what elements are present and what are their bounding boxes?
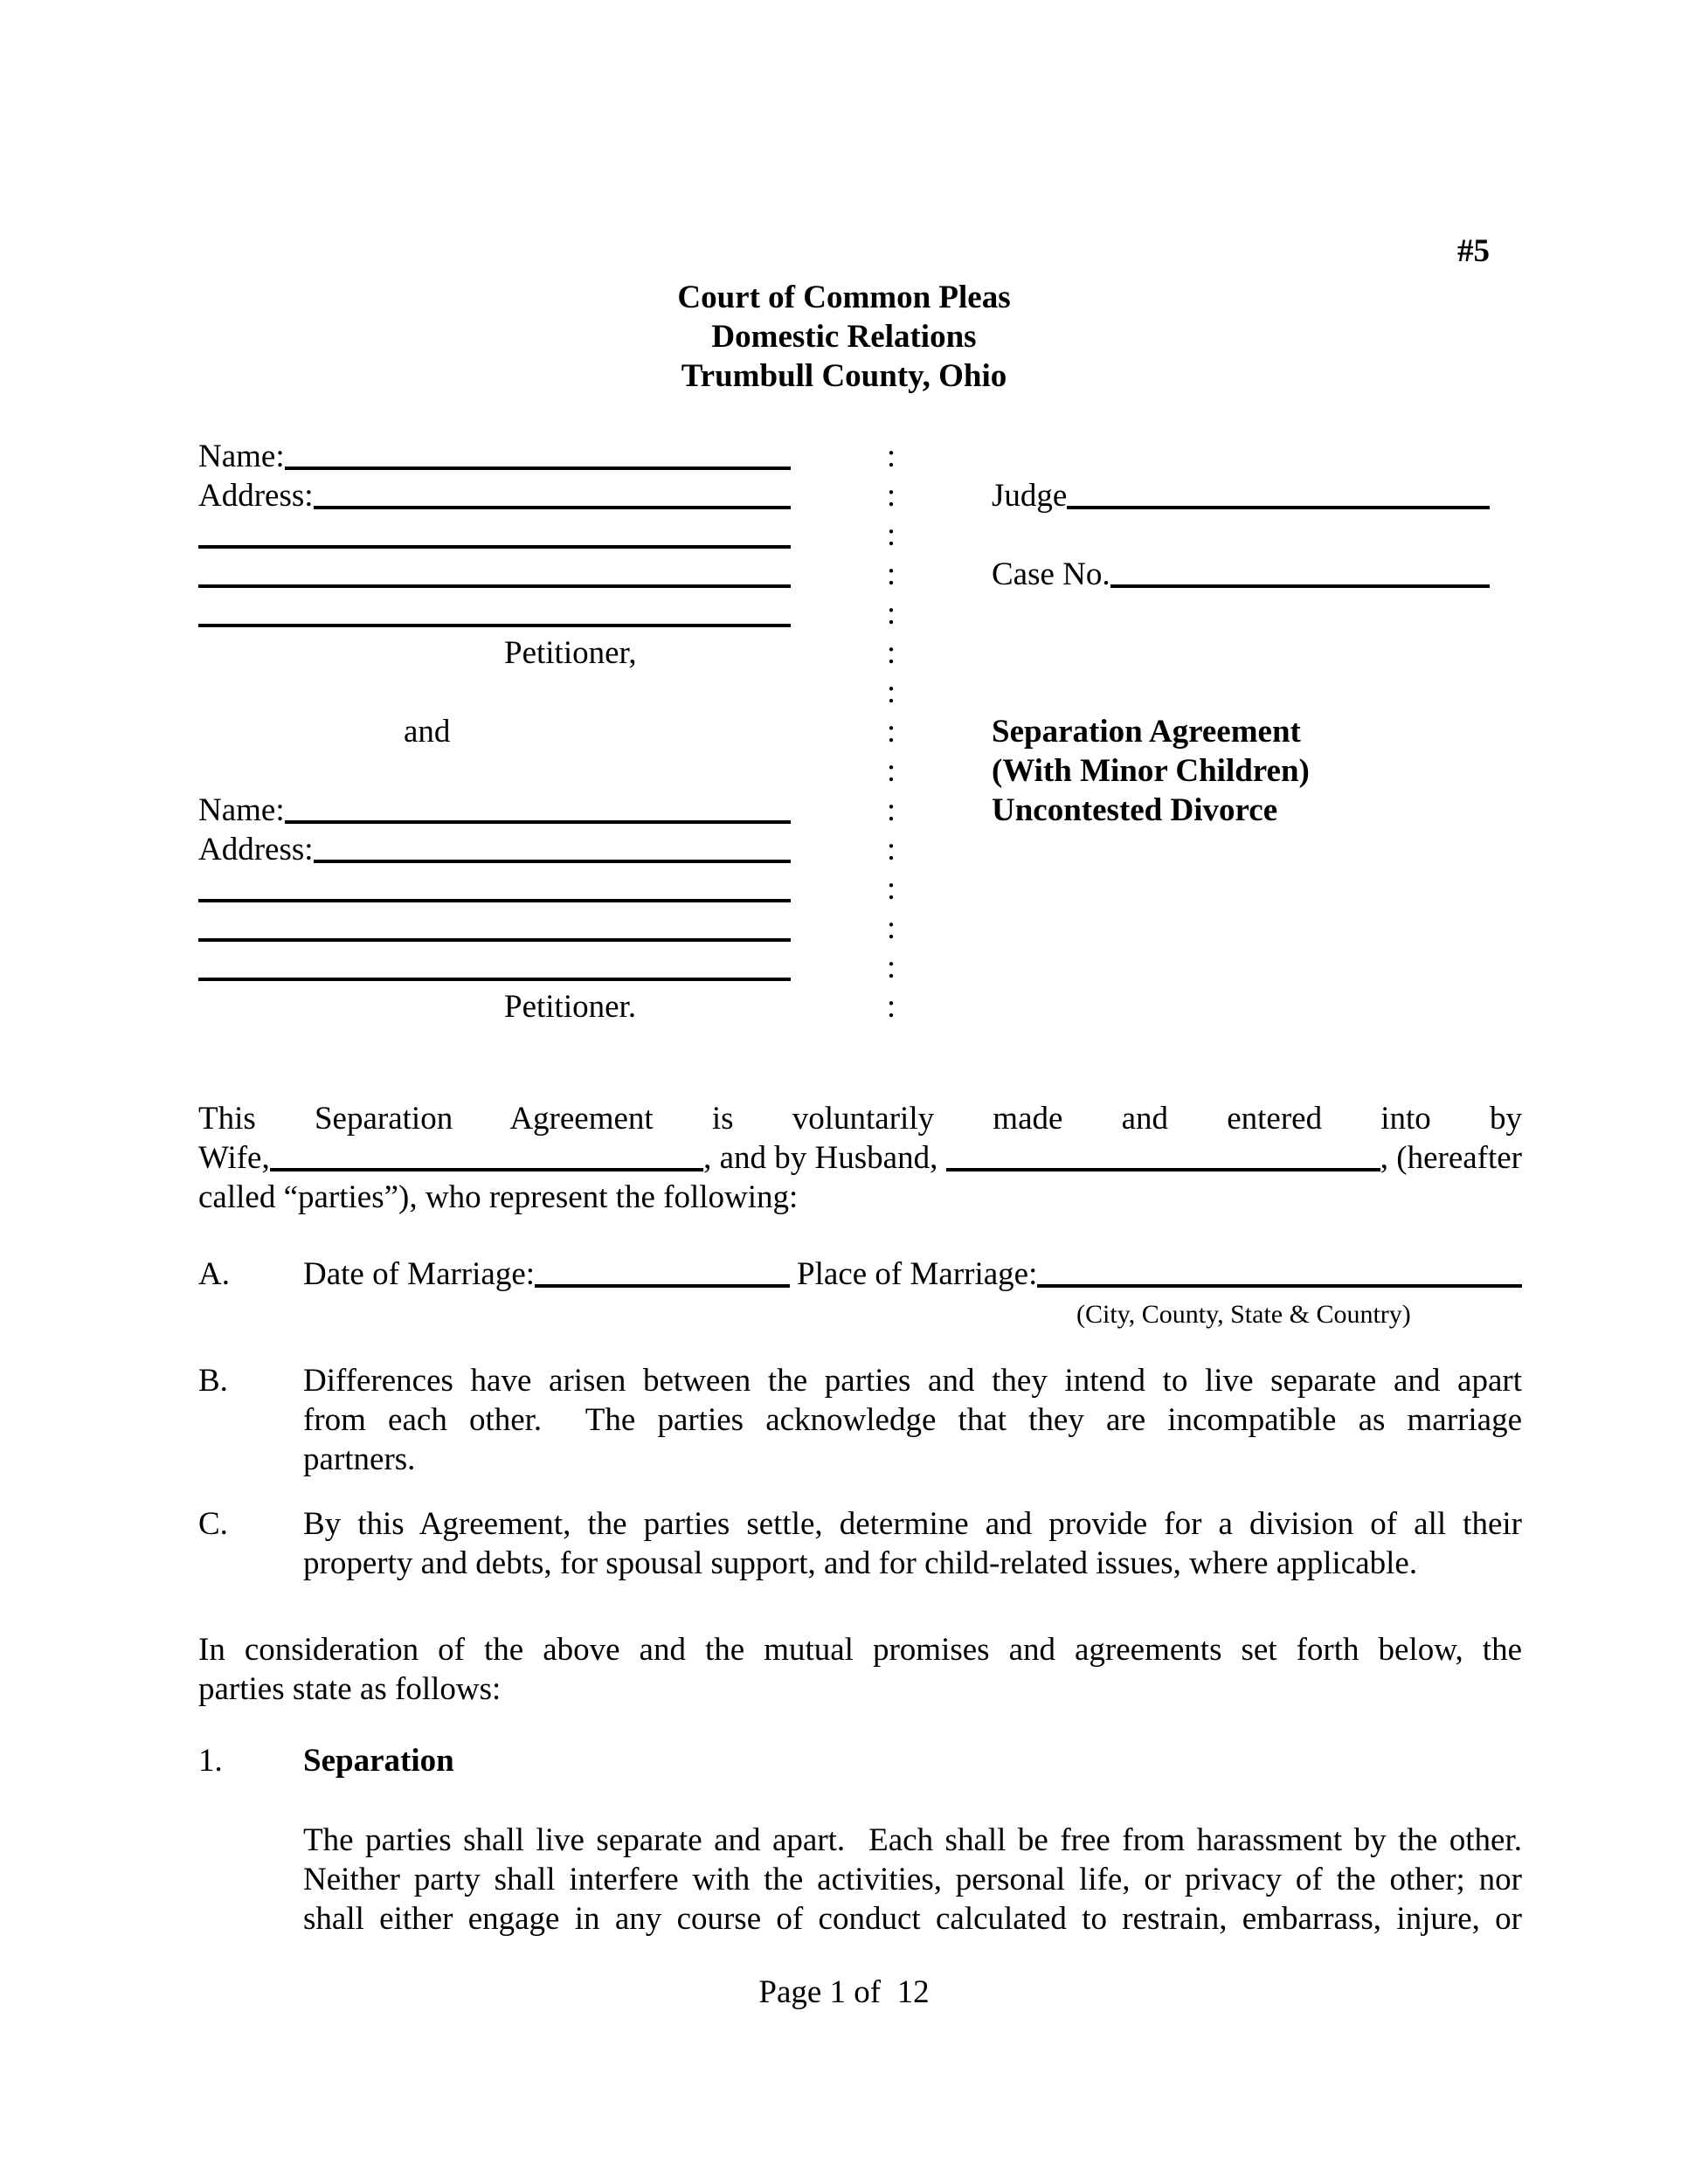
caption-row <box>198 909 1490 948</box>
form-number: #5 <box>1457 233 1490 269</box>
caption-row <box>198 869 1490 909</box>
intro-line2 <box>198 1138 1522 1178</box>
page-number-footer: Page 1 of 12 <box>758 1974 930 2010</box>
caption-row <box>198 948 1490 987</box>
court-name: Court of Common Pleas <box>677 280 1011 315</box>
caption-row <box>198 633 1490 673</box>
item-b-line2: from each other. The parties acknowledge that they are incompatible as marriage <box>303 1402 1522 1438</box>
caption-colon: : <box>886 517 896 553</box>
caption-colon: : <box>886 989 896 1025</box>
section1-line3: shall either engage in any course of conduct calculated to restrain, embarrass, injure, or <box>303 1901 1522 1937</box>
caption-row <box>198 751 1490 791</box>
item-c-label: C. <box>198 1506 228 1542</box>
petitioner2-role-label: Petitioner. <box>504 989 637 1025</box>
caption-colon: : <box>886 478 896 514</box>
intro-line3: called “parties”), who represent the following: <box>198 1179 799 1215</box>
item-b-label: B. <box>198 1363 228 1399</box>
hereafter-label: , (hereafter <box>1380 1140 1523 1176</box>
case-no-field[interactable] <box>1110 584 1490 588</box>
intro-paragraph <box>198 1099 1522 1217</box>
petitioner2-address-field[interactable] <box>314 860 791 863</box>
caption-colon: : <box>886 596 896 632</box>
petitioner2-address4-field[interactable] <box>198 978 791 981</box>
section1-line1: The parties shall live separate and apart. Each shall be free from harassment by the other. <box>303 1822 1522 1858</box>
caption-row <box>198 673 1490 712</box>
petitioner2-address-label: Address: <box>198 832 314 867</box>
place-of-marriage-hint: (City, County, State & Country) <box>1076 1300 1411 1329</box>
wife-label: Wife, <box>198 1140 270 1176</box>
document-title-line2: (With Minor Children) <box>992 753 1310 789</box>
conjunction-and: and <box>404 714 451 750</box>
caption-colon: : <box>886 871 896 907</box>
caption-row <box>198 830 1490 869</box>
caption-colon: : <box>886 674 896 710</box>
item-b-line3: partners. <box>303 1441 416 1477</box>
section1-line2: Neither party shall interfere with the activities, personal life, or privacy of the other; nor <box>303 1862 1522 1897</box>
husband-label: , and by Husband, <box>703 1140 938 1176</box>
document-title-line1: Separation Agreement <box>992 714 1301 750</box>
consideration-line2: parties state as follows: <box>198 1671 502 1707</box>
date-of-marriage-label: Date of Marriage: <box>303 1256 536 1292</box>
section1-title: Separation <box>303 1743 454 1779</box>
petitioner1-name-field[interactable] <box>285 467 791 470</box>
place-of-marriage-field[interactable] <box>1037 1284 1522 1288</box>
caption-colon: : <box>886 635 896 671</box>
consideration-line1: In consideration of the above and the mutual promises and agreements set forth below, the <box>198 1632 1522 1668</box>
section1-number: 1. <box>198 1743 223 1779</box>
caption-colon: : <box>886 753 896 789</box>
court-heading <box>198 278 1490 396</box>
case-caption <box>198 437 1490 1026</box>
petitioner2-name-label: Name: <box>198 792 285 828</box>
item-a-label: A. <box>198 1256 230 1292</box>
petitioner2-address3-field[interactable] <box>198 938 791 942</box>
intro-line1: This Separation Agreement is voluntarily made and entered into by <box>198 1101 1522 1137</box>
petitioner2-address2-field[interactable] <box>198 899 791 902</box>
petitioner1-address3-field[interactable] <box>198 584 791 588</box>
petitioner1-role-label: Petitioner, <box>504 635 637 671</box>
date-of-marriage-field[interactable] <box>535 1284 790 1288</box>
caption-colon: : <box>886 832 896 867</box>
item-b-line1: Differences have arisen between the parties and they intend to live separate and apart <box>303 1363 1522 1399</box>
section1-heading <box>198 1741 1522 1780</box>
section1-paragraph <box>198 1821 1522 1939</box>
case-no-label: Case No. <box>992 556 1110 592</box>
place-of-marriage-label: Place of Marriage: <box>797 1256 1038 1292</box>
petitioner1-address-field[interactable] <box>314 506 791 509</box>
caption-colon: : <box>886 439 896 474</box>
caption-colon: : <box>886 910 896 946</box>
caption-row <box>198 594 1490 633</box>
item-c-line2: property and debts, for spousal support, and for child-related issues, where applicable. <box>303 1545 1418 1581</box>
caption-row <box>198 515 1490 555</box>
caption-row <box>198 712 1490 751</box>
caption-row <box>198 791 1490 830</box>
petitioner1-address4-field[interactable] <box>198 624 791 627</box>
caption-row <box>198 987 1490 1026</box>
judge-name-field[interactable] <box>1067 506 1490 509</box>
petitioner1-address2-field[interactable] <box>198 545 791 549</box>
court-county: Trumbull County, Ohio <box>681 358 1007 394</box>
court-division: Domestic Relations <box>711 319 977 355</box>
caption-row <box>198 555 1490 594</box>
consideration-paragraph <box>198 1630 1522 1709</box>
caption-colon: : <box>886 556 896 592</box>
husband-name-field[interactable] <box>946 1168 1380 1171</box>
document-title-line3: Uncontested Divorce <box>992 792 1278 828</box>
petitioner1-name-label: Name: <box>198 439 285 474</box>
wife-name-field[interactable] <box>270 1168 703 1171</box>
judge-label: Judge <box>992 478 1068 514</box>
item-c <box>198 1504 1522 1583</box>
petitioner1-address-label: Address: <box>198 478 314 514</box>
item-a <box>198 1254 1522 1332</box>
caption-colon: : <box>886 792 896 828</box>
caption-row <box>198 437 1490 476</box>
item-c-line1: By this Agreement, the parties settle, determine and provide for a division of all their <box>303 1506 1522 1542</box>
caption-colon: : <box>886 950 896 985</box>
petitioner2-name-field[interactable] <box>285 820 791 824</box>
item-b <box>198 1361 1522 1479</box>
caption-row <box>198 476 1490 515</box>
caption-colon: : <box>886 714 896 750</box>
